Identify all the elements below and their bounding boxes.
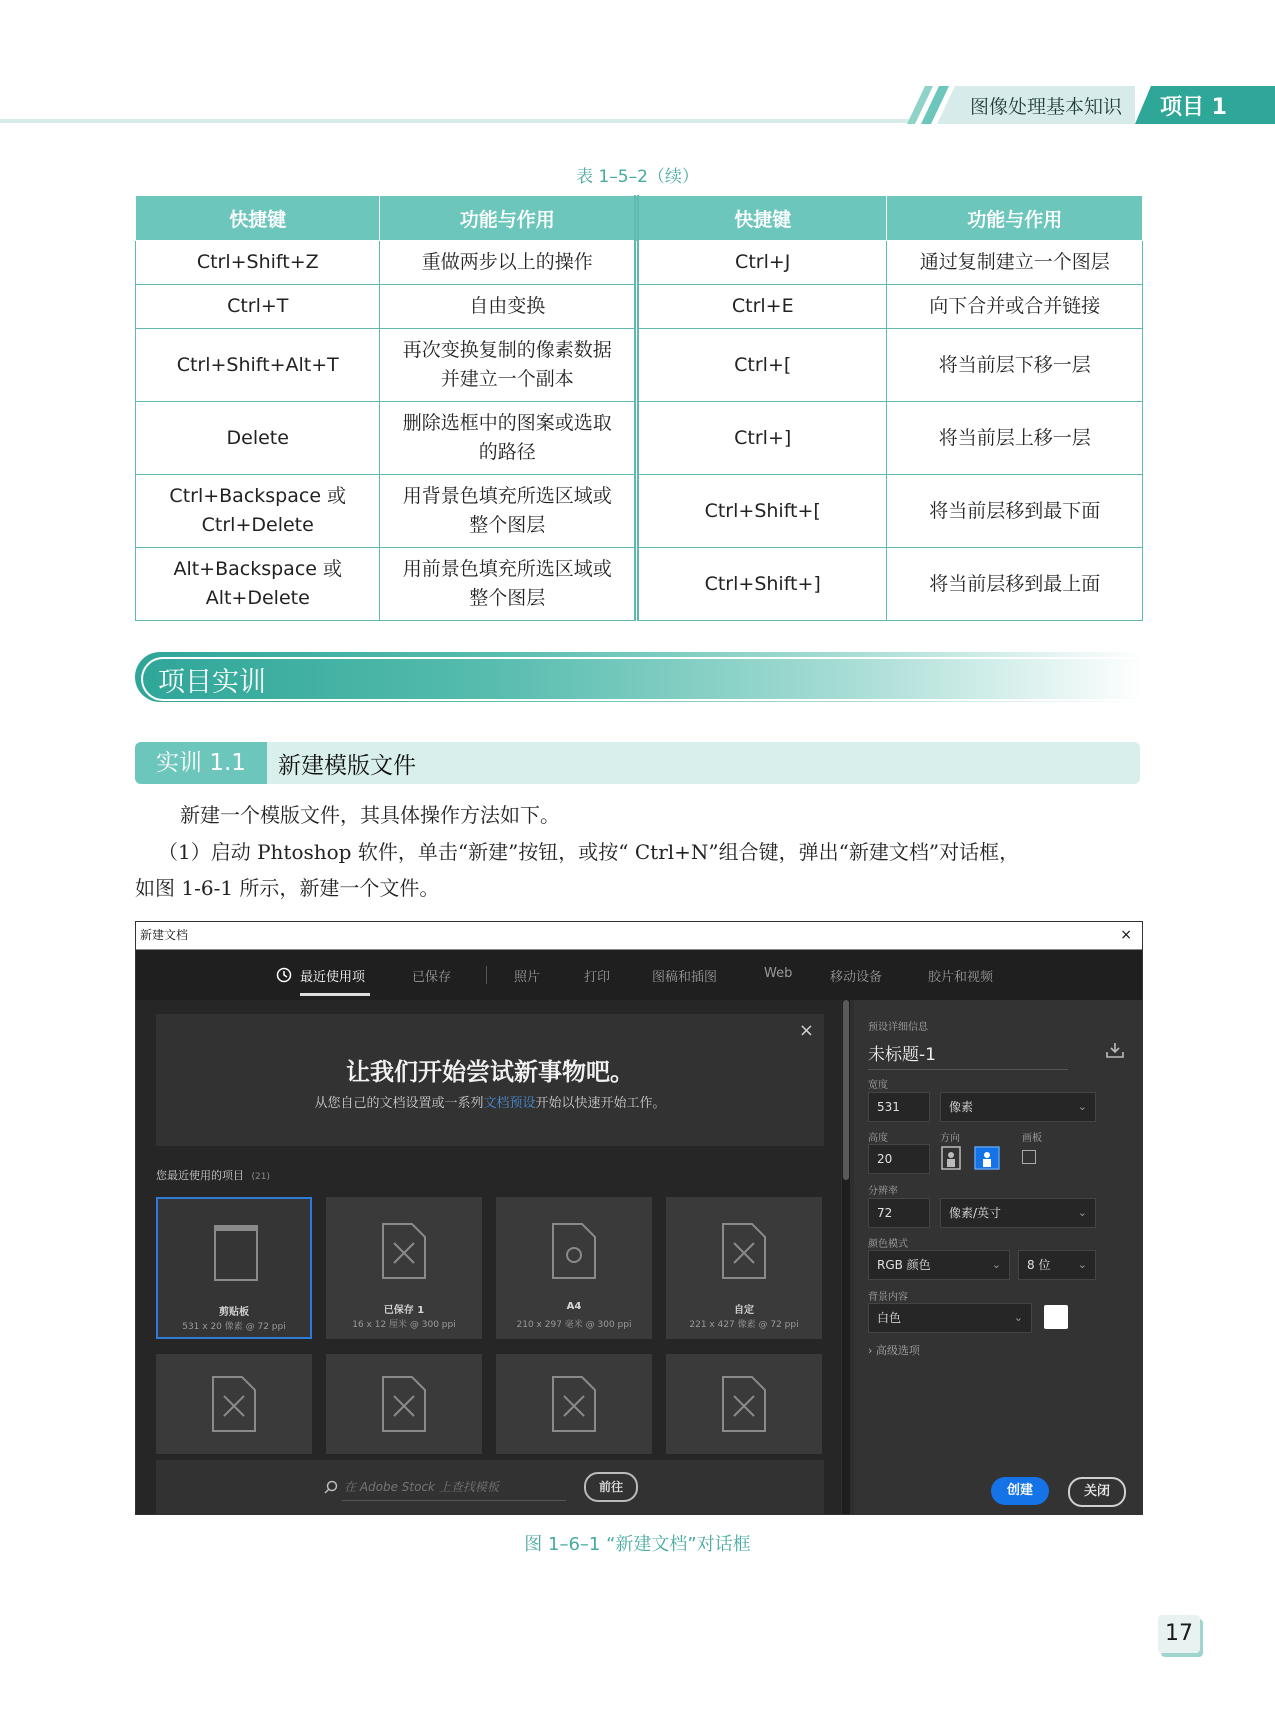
artboard-checkbox[interactable]	[1022, 1150, 1036, 1164]
table-caption: 表 1–5–2（续）	[576, 167, 699, 187]
orientation-label: 方向	[940, 1133, 960, 1144]
preset-tabs	[136, 950, 1142, 1000]
welcome-subtext-pre: 从您自己的文档设置或一系列	[314, 1096, 484, 1111]
background-select[interactable]	[868, 1303, 1032, 1333]
paragraph: （1）启动 Phtoshop 软件，单击“新建”按钮，或按“ Ctrl+N”组合键，弹出“新建文档”对话框，	[158, 840, 1020, 864]
card-dimensions: 210 x 297 毫米 @ 300 ppi	[516, 1320, 632, 1330]
recent-card[interactable]	[326, 1354, 482, 1454]
table-row	[136, 241, 1143, 285]
document-icon	[382, 1376, 426, 1432]
tab-photo[interactable]: 照片	[514, 970, 541, 985]
table-cell: Alt+Backspace 或 Alt+Delete	[136, 548, 380, 621]
chevron-right-icon: ›	[868, 1344, 873, 1357]
advanced-options-toggle[interactable]	[868, 1342, 920, 1358]
table-cell: 用前景色填充所选区域或整个图层	[380, 548, 637, 621]
resolution-input[interactable]: 72	[868, 1198, 930, 1228]
table-cell: 将当前层下移一层	[887, 329, 1143, 402]
table-cell: Ctrl+]	[636, 402, 886, 475]
background-color-swatch[interactable]	[1044, 1305, 1068, 1329]
preset-details-label: 预设详细信息	[868, 1022, 928, 1033]
recent-heading	[156, 1167, 270, 1183]
subsection-tag: 实训 1.1	[135, 742, 267, 784]
bit-depth-select[interactable]	[1018, 1250, 1096, 1280]
welcome-panel	[156, 1014, 824, 1146]
recent-card[interactable]	[156, 1197, 312, 1339]
preset-details	[854, 1000, 1142, 1514]
table-cell: 将当前层移到最上面	[887, 548, 1143, 621]
width-unit-select[interactable]	[940, 1092, 1096, 1122]
table-cell: Ctrl+Shift+Alt+T	[136, 329, 380, 402]
chevron-down-icon: ⌄	[1077, 1100, 1087, 1113]
scrollbar-thumb[interactable]	[843, 1000, 849, 1180]
background-value: 白色	[877, 1311, 902, 1325]
table-cell: Ctrl+E	[636, 285, 886, 329]
section-banner-outline	[141, 657, 1143, 701]
new-document-dialog	[135, 921, 1143, 1515]
tab-mobile[interactable]: 移动设备	[830, 970, 883, 985]
table-cell: 删除选框中的图案或选取的路径	[380, 402, 637, 475]
close-button[interactable]: 关闭	[1068, 1477, 1126, 1507]
tab-film[interactable]: 胶片和视频	[928, 970, 994, 985]
table-cell: Delete	[136, 402, 380, 475]
project-label: 项目 1	[1160, 95, 1227, 120]
create-button[interactable]: 创建	[991, 1477, 1049, 1505]
stock-search-input[interactable]	[342, 1474, 566, 1501]
advanced-options-label: 高级选项	[875, 1344, 920, 1357]
tab-web[interactable]: Web	[764, 966, 793, 981]
card-name: 自定	[734, 1305, 754, 1316]
color-mode: RGB 颜色	[877, 1258, 931, 1272]
search-icon	[324, 1480, 338, 1494]
table-row	[136, 548, 1143, 621]
tab-divider	[486, 966, 487, 984]
chevron-down-icon: ⌄	[1013, 1311, 1023, 1324]
card-dimensions: 16 x 12 厘米 @ 300 ppi	[352, 1320, 456, 1330]
table-header: 快捷键	[636, 196, 886, 241]
chapter-title: 图像处理基本知识	[970, 96, 1123, 118]
paragraph: 如图 1-6-1 所示，新建一个文件。	[135, 876, 440, 900]
tab-art[interactable]: 图稿和插图	[652, 970, 718, 985]
table-cell: 通过复制建立一个图层	[887, 241, 1143, 285]
document-icon	[552, 1223, 596, 1279]
table-cell: Ctrl+T	[136, 285, 380, 329]
table-row	[136, 285, 1143, 329]
active-tab-underline	[300, 993, 370, 996]
table-cell: Ctrl+[	[636, 329, 886, 402]
recent-count: (21)	[251, 1172, 270, 1182]
recent-card[interactable]	[666, 1354, 822, 1454]
color-mode-select[interactable]	[868, 1250, 1010, 1280]
clock-icon	[276, 967, 292, 983]
welcome-subtext	[156, 1092, 824, 1111]
artboard-label: 画板	[1022, 1133, 1042, 1144]
subsection-title: 新建模版文件	[278, 753, 416, 779]
section-title: 项目实训	[158, 667, 266, 698]
bit-depth: 8 位	[1027, 1258, 1051, 1272]
recent-label: 您最近使用的项目	[156, 1169, 244, 1182]
background-label: 背景内容	[868, 1292, 908, 1303]
resolution-label: 分辨率	[868, 1186, 898, 1197]
header-rule	[0, 119, 910, 123]
chevron-down-icon: ⌄	[1077, 1206, 1087, 1219]
table-cell: 自由变换	[380, 285, 637, 329]
tab-saved[interactable]: 已保存	[412, 970, 452, 985]
recent-card[interactable]	[496, 1354, 652, 1454]
table-cell: 再次变换复制的像素数据并建立一个副本	[380, 329, 637, 402]
table-cell: 向下合并或合并链接	[887, 285, 1143, 329]
width-unit: 像素	[949, 1100, 974, 1114]
save-preset-icon[interactable]	[1106, 1042, 1124, 1058]
card-name: 已保存 1	[383, 1305, 425, 1316]
height-label: 高度	[868, 1133, 888, 1144]
clipboard-icon	[214, 1225, 258, 1281]
table-header: 功能与作用	[887, 196, 1143, 241]
width-input[interactable]: 531	[868, 1092, 930, 1122]
recent-card[interactable]	[156, 1354, 312, 1454]
color-mode-label: 颜色模式	[868, 1239, 908, 1250]
card-name: A4	[566, 1301, 582, 1312]
table-cell: 将当前层上移一层	[887, 402, 1143, 475]
go-button[interactable]: 前往	[584, 1472, 638, 1502]
table-cell: Ctrl+Shift+Z	[136, 241, 380, 285]
doc-name-field[interactable]: 未标题-1	[868, 1040, 1068, 1070]
table-header: 功能与作用	[380, 196, 637, 241]
table-row	[136, 475, 1143, 548]
tab-print[interactable]: 打印	[584, 970, 611, 985]
recent-card[interactable]	[326, 1197, 482, 1339]
table-cell: 用背景色填充所选区域或整个图层	[380, 475, 637, 548]
table-cell: 将当前层移到最下面	[887, 475, 1143, 548]
document-icon	[382, 1223, 426, 1279]
stock-search-bar	[156, 1460, 824, 1514]
recent-card[interactable]	[496, 1197, 652, 1339]
landscape-icon[interactable]	[974, 1146, 1000, 1170]
table-row	[136, 329, 1143, 402]
dialog-title: 新建文档	[140, 928, 189, 942]
close-icon[interactable]: ×	[1120, 927, 1132, 943]
document-icon	[212, 1376, 256, 1432]
shortcut-table	[135, 195, 1143, 621]
resolution-unit: 像素/英寸	[949, 1206, 1002, 1220]
paragraph: 新建一个模版文件，其具体操作方法如下。	[180, 803, 560, 827]
table-header: 快捷键	[136, 196, 380, 241]
width-label: 宽度	[868, 1080, 888, 1091]
document-icon	[552, 1376, 596, 1432]
chevron-down-icon: ⌄	[1077, 1258, 1087, 1271]
figure-caption: 图 1–6–1 “新建文档”对话框	[524, 1534, 751, 1555]
card-dimensions: 221 x 427 像素 @ 72 ppi	[689, 1320, 799, 1330]
portrait-icon[interactable]	[940, 1146, 962, 1170]
height-input[interactable]: 20	[868, 1144, 930, 1174]
document-icon	[722, 1223, 766, 1279]
table-cell: Ctrl+J	[636, 241, 886, 285]
document-icon	[722, 1376, 766, 1432]
close-icon[interactable]: ×	[798, 1020, 814, 1041]
welcome-subtext-post: 开始以快速开始工作。	[535, 1096, 666, 1111]
recent-card[interactable]	[666, 1197, 822, 1339]
table-row	[136, 402, 1143, 475]
card-name: 剪贴板	[219, 1307, 249, 1318]
chevron-down-icon: ⌄	[991, 1258, 1001, 1271]
card-dimensions: 531 x 20 像素 @ 72 ppi	[182, 1322, 286, 1332]
welcome-heading: 让我们开始尝试新事物吧。	[346, 1058, 634, 1086]
tab-recent[interactable]: 最近使用项	[300, 970, 366, 985]
resolution-unit-select[interactable]	[940, 1198, 1096, 1228]
table-cell: Ctrl+Shift+[	[636, 475, 886, 548]
table-cell: 重做两步以上的操作	[380, 241, 637, 285]
page-number: 17	[1158, 1615, 1200, 1653]
dialog-titlebar	[136, 922, 1142, 950]
table-cell: Ctrl+Shift+]	[636, 548, 886, 621]
presets-link[interactable]: 文档预设	[483, 1096, 536, 1111]
table-cell: Ctrl+Backspace 或 Ctrl+Delete	[136, 475, 380, 548]
